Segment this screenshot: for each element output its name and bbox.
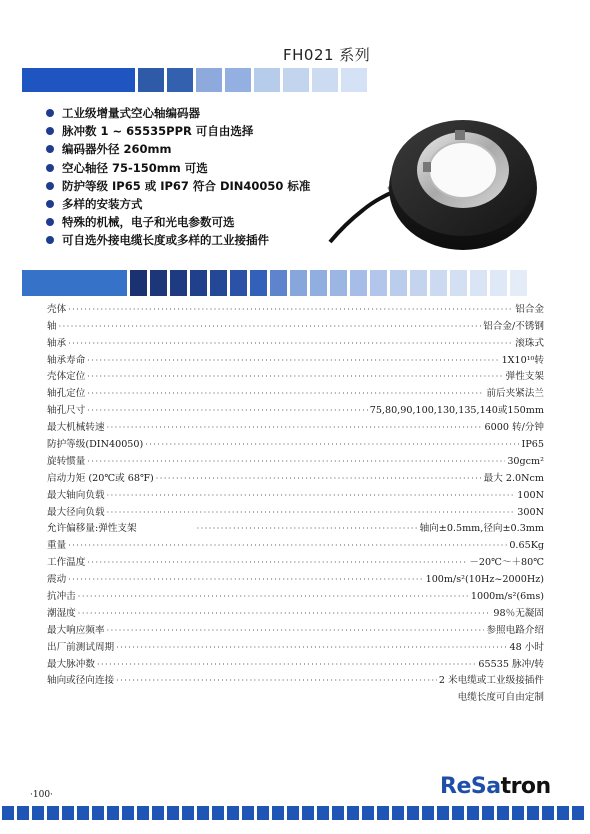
spec-row: 潮湿度 ····· 98％无凝固: [47, 603, 544, 620]
color-block: [350, 270, 367, 296]
color-block: [170, 270, 187, 296]
footer-square: [317, 806, 329, 820]
feature-item: 脉冲数 1 ~ 65535PPR 可自由选择: [44, 122, 310, 140]
color-block: [22, 68, 135, 92]
footer-square: [512, 806, 524, 820]
header-color-bar: [22, 68, 370, 92]
color-block: [410, 270, 427, 296]
spec-row: 出厂前测试周期 ····· 48 小时: [47, 637, 544, 654]
spec-row: 重量 ····· 0.65Kg: [47, 535, 544, 552]
color-block: [22, 270, 127, 296]
spec-row: 旋转惯量 ····· 30gcm²: [47, 451, 544, 468]
spec-row: 最大响应频率 ····· 参照电路介绍: [47, 620, 544, 637]
color-block: [138, 68, 164, 92]
color-block: [283, 68, 309, 92]
color-block: [370, 270, 387, 296]
bullet-icon: [46, 164, 54, 172]
footer-square: [212, 806, 224, 820]
specs-color-bar: [22, 270, 530, 296]
footer-square: [227, 806, 239, 820]
color-block: [230, 270, 247, 296]
spec-row: 最大径向负载 ····· 300N: [47, 502, 544, 519]
color-block: [510, 270, 527, 296]
footer-square: [542, 806, 554, 820]
spec-row: 防护等级(DIN40050) ····· IP65: [47, 434, 544, 451]
bullet-icon: [46, 127, 54, 135]
bullet-icon: [46, 218, 54, 226]
color-block: [254, 68, 280, 92]
color-block: [150, 270, 167, 296]
footer-square: [197, 806, 209, 820]
spec-row: 最大脉冲数 ····· 65535 脉冲/转: [47, 654, 544, 671]
footer-square: [497, 806, 509, 820]
color-block: [225, 68, 251, 92]
feature-item: 防护等级 IP65 或 IP67 符合 DIN40050 标准: [44, 177, 310, 195]
footer-square: [77, 806, 89, 820]
footer-square: [62, 806, 74, 820]
footer-square: [167, 806, 179, 820]
spec-row: 启动力矩 (20℃或 68℉) ····· 最大 2.0Ncm: [47, 468, 544, 485]
color-block: [312, 68, 338, 92]
footer-square: [272, 806, 284, 820]
footer-square: [122, 806, 134, 820]
spec-row: 轴承寿命 ····· 1X10¹⁰转: [47, 350, 544, 367]
spec-row: 轴承 ····· 滚珠式: [47, 333, 544, 350]
footer-square: [482, 806, 494, 820]
spec-row: 最大轴向负载 ····· 100N: [47, 485, 544, 502]
resatron-logo: ReSatron: [440, 774, 551, 799]
footer-square: [32, 806, 44, 820]
bullet-icon: [46, 236, 54, 244]
color-block: [490, 270, 507, 296]
feature-list: [44, 104, 310, 250]
spec-row: 轴 ····· 铝合金/不锈钢: [47, 316, 544, 333]
color-block: [210, 270, 227, 296]
page-number: ·100·: [30, 790, 53, 800]
footer-square: [47, 806, 59, 820]
color-block: [190, 270, 207, 296]
feature-item: 编码器外径 260mm: [44, 140, 310, 158]
color-block: [130, 270, 147, 296]
footer-square: [137, 806, 149, 820]
color-block: [450, 270, 467, 296]
color-block: [341, 68, 367, 92]
footer-square: [452, 806, 464, 820]
footer-square: [287, 806, 299, 820]
footer-square: [347, 806, 359, 820]
footer-square: [152, 806, 164, 820]
color-block: [310, 270, 327, 296]
footer-square: [572, 806, 584, 820]
encoder-product-image: [305, 100, 545, 260]
spec-row: 轴向或径向连接 ····· 2 米电缆或工业级接插件: [47, 671, 544, 688]
color-block: [470, 270, 487, 296]
spec-list: [47, 299, 544, 704]
footer-square: [257, 806, 269, 820]
color-block: [330, 270, 347, 296]
footer-square: [242, 806, 254, 820]
color-block: [390, 270, 407, 296]
spec-row: 轴孔尺寸 ····· 75,80,90,100,130,135,140或150mm: [47, 400, 544, 417]
bullet-icon: [46, 200, 54, 208]
page-title: FH021 系列: [283, 46, 371, 64]
spec-row: 抗冲击 ····· 1000m/s²(6ms): [47, 586, 544, 603]
feature-item: 空心轴径 75-150mm 可选: [44, 159, 310, 177]
spec-row: 壳体 ····· 铝合金: [47, 299, 544, 316]
footer-square: [332, 806, 344, 820]
spec-row: 轴孔定位 ····· 前后夹紧法兰: [47, 383, 544, 400]
footer-square: [17, 806, 29, 820]
footer-square: [107, 806, 119, 820]
spec-row: 震动 ····· 100m/s²(10Hz~2000Hz): [47, 569, 544, 586]
color-block: [270, 270, 287, 296]
footer-square: [437, 806, 449, 820]
color-block: [196, 68, 222, 92]
footer-square: [362, 806, 374, 820]
footer-square: [302, 806, 314, 820]
color-block: [167, 68, 193, 92]
spec-row: 最大机械转速 ····· 6000 转/分钟: [47, 417, 544, 434]
footer-square: [527, 806, 539, 820]
spec-note: 电缆长度可自由定制: [457, 692, 544, 704]
feature-item: 特殊的机械，电子和光电参数可选: [44, 213, 310, 231]
footer-square: [422, 806, 434, 820]
footer-square: [92, 806, 104, 820]
spec-row: 壳体定位 ····· 弹性支架: [47, 367, 544, 384]
feature-item: 可自选外接电缆长度或多样的工业接插件: [44, 231, 310, 249]
footer-square: [557, 806, 569, 820]
footer-square: [467, 806, 479, 820]
footer-square: [377, 806, 389, 820]
feature-item: 多样的安装方式: [44, 195, 310, 213]
bullet-icon: [46, 109, 54, 117]
color-block: [290, 270, 307, 296]
footer-square: [2, 806, 14, 820]
bullet-icon: [46, 182, 54, 190]
spec-row: 允许偏移量:弹性支架 ····· 轴向±0.5mm,径向±0.3mm: [47, 519, 544, 536]
color-block: [250, 270, 267, 296]
footer-color-bar: [0, 806, 590, 820]
footer-square: [407, 806, 419, 820]
color-block: [430, 270, 447, 296]
footer-square: [392, 806, 404, 820]
feature-item: 工业级增量式空心轴编码器: [44, 104, 310, 122]
footer-square: [182, 806, 194, 820]
spec-row: 工作温度 ····· －20℃～＋80℃: [47, 552, 544, 569]
bullet-icon: [46, 145, 54, 153]
